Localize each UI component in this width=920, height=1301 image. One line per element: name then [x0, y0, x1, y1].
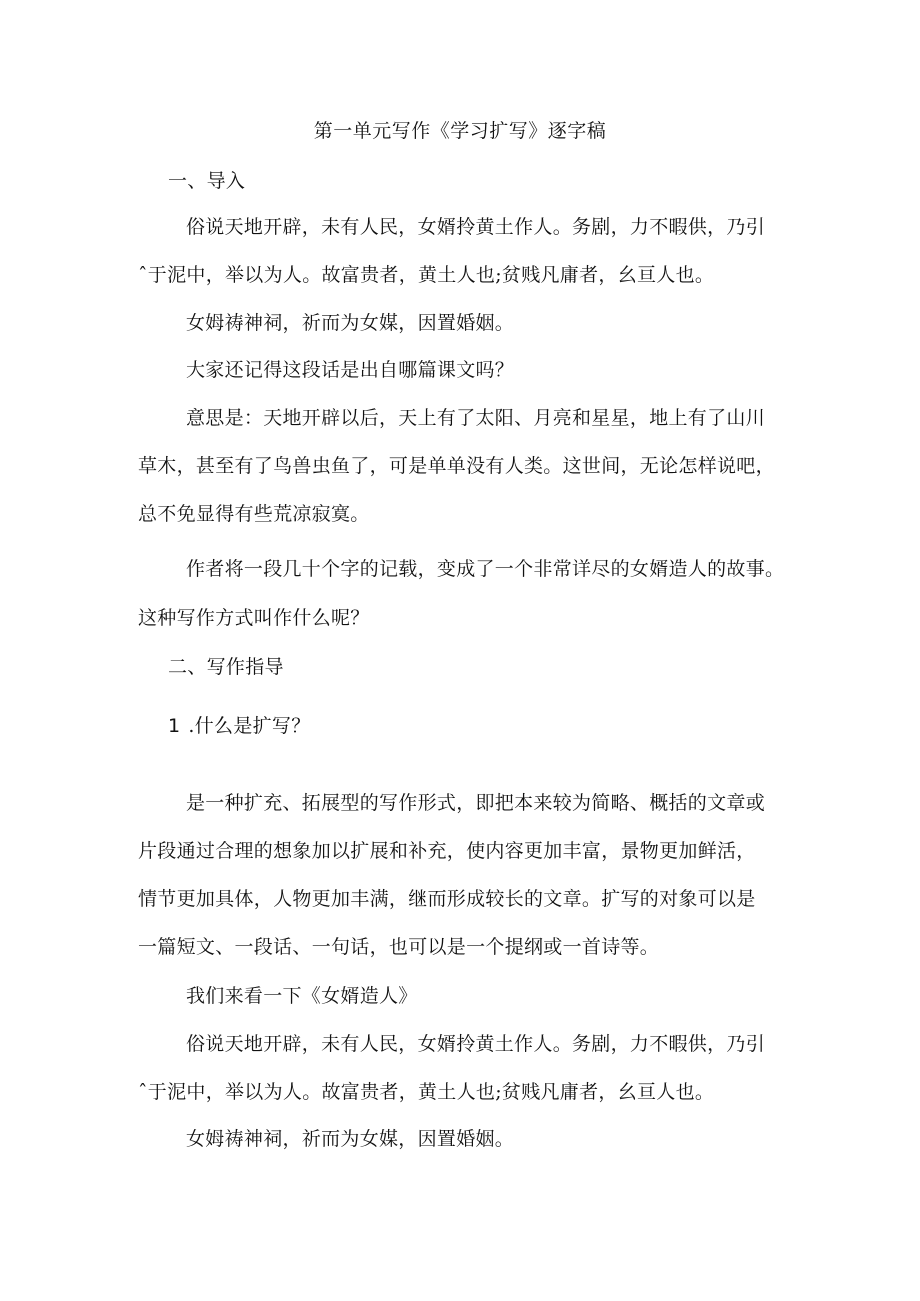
author-line2: 这种写作方式叫作什么呢？	[138, 607, 370, 629]
definition-line1: 是一种扩充、拓展型的写作形式，即把本来较为简略、概括的文章或	[186, 792, 766, 814]
quote1-line3: 女姆祷神祠，祈而为女媒，因置婚姻。	[186, 312, 515, 334]
section-heading-guidance: 二、写作指导	[168, 656, 284, 678]
meaning-line1: 意思是：天地开辟以后，天上有了太阳、月亮和星星，地上有了山川	[186, 407, 766, 429]
author-line1: 作者将一段几十个字的记载，变成了一个非常详尽的女婿造人的故事。	[186, 558, 785, 580]
document-title: 第一单元写作《学习扩写》逐字稿	[313, 120, 607, 142]
definition-line3: 情节更加具体，人物更加丰满，继而形成较长的文章。扩写的对象可以是	[138, 888, 756, 910]
meaning-line2: 草木，甚至有了鸟兽虫鱼了，可是单单没有人类。这世间，无论怎样说吧，	[138, 455, 775, 477]
quote2-line1: 俗说天地开辟，未有人民，女婿拎黄土作人。务剧，力不暇供，乃引	[186, 1033, 766, 1055]
list-item-what-is-expansion	[168, 713, 828, 739]
look-paragraph: 我们来看一下《女婿造人》	[186, 985, 418, 1007]
quote1-line1: 俗说天地开辟，未有人民，女婿拎黄土作人。务剧，力不暇供，乃引	[186, 216, 766, 238]
question-paragraph: 大家还记得这段话是出自哪篇课文吗？	[186, 359, 515, 381]
quote1-line2: ˆ于泥中，举以为人。故富贵者，黄土人也;贫贱凡庸者，幺亘人也。	[138, 264, 715, 286]
quote2-line2: ˆ于泥中，举以为人。故富贵者，黄土人也;贫贱凡庸者，幺亘人也。	[138, 1081, 715, 1103]
definition-line2: 片段通过合理的想象加以扩展和补充，使内容更加丰富，景物更加鲜活，	[138, 840, 756, 862]
definition-line4: 一篇短文、一段话、一句话，也可以是一个提纲或一首诗等。	[138, 936, 660, 958]
list-item-number: 1	[168, 715, 181, 737]
meaning-line3: 总不免显得有些荒凉寂寞。	[138, 503, 370, 525]
list-item-text: .什么是扩写？	[188, 715, 311, 737]
section-heading-intro: 一、导入	[168, 170, 246, 192]
quote2-line3: 女姆祷神祠，祈而为女媒，因置婚姻。	[186, 1128, 515, 1150]
